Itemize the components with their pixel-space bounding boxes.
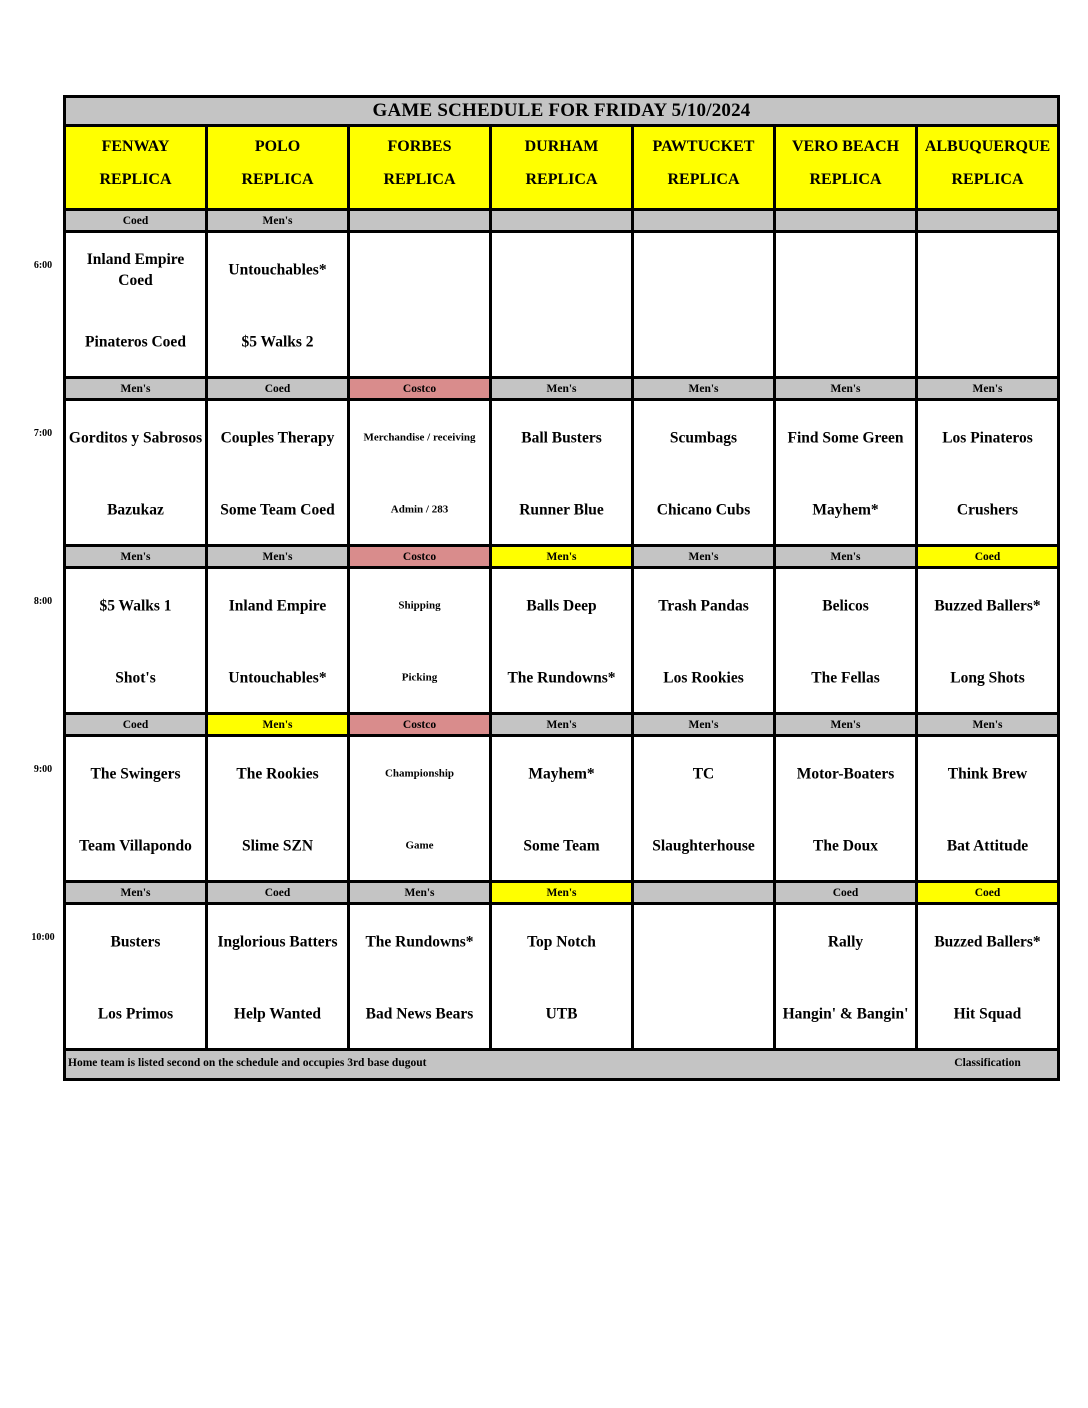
- game-cell: [208, 905, 350, 1048]
- game-cell: [776, 233, 918, 376]
- home-team: Shot's: [115, 669, 156, 687]
- classification-badge: Men's: [492, 547, 634, 566]
- away-team: Motor-Boaters: [796, 765, 895, 783]
- game-cell: [350, 905, 492, 1048]
- away-team: Merchandise / receiving: [363, 431, 476, 444]
- home-team: $5 Walks 2: [241, 333, 314, 351]
- home-team: Crushers: [956, 501, 1019, 519]
- field-name: PAWTUCKET: [652, 138, 755, 155]
- game-cell: [634, 401, 776, 544]
- away-team: Couples Therapy: [220, 429, 335, 447]
- classification-badge: Men's: [776, 547, 918, 566]
- classification-badge: Costco: [350, 715, 492, 734]
- classification-badge: Men's: [492, 715, 634, 734]
- field-header-row: [66, 127, 1057, 211]
- away-team: Find Some Green: [787, 429, 904, 447]
- field-name: DURHAM: [524, 138, 599, 155]
- time-label: 6:00: [33, 260, 53, 271]
- away-team: Inland Empire Coed: [86, 251, 185, 289]
- classification-badge: [918, 211, 1057, 230]
- time-label: 7:00: [33, 428, 53, 439]
- time-slot-row: [66, 905, 1057, 1051]
- home-team: UTB: [545, 1005, 578, 1023]
- home-team: Chicano Cubs: [656, 501, 751, 519]
- classification-badge: Coed: [66, 211, 208, 230]
- home-team: Slime SZN: [241, 837, 314, 855]
- home-team: The Doux: [812, 837, 879, 855]
- home-team: Pinateros Coed: [85, 333, 186, 351]
- time-label: 10:00: [31, 932, 55, 943]
- field-header: [492, 127, 634, 208]
- schedule-footer: [66, 1051, 1057, 1078]
- field-header: [208, 127, 350, 208]
- time-slot-row: [66, 737, 1057, 883]
- game-cell: [492, 401, 634, 544]
- classification-row: [66, 883, 1057, 905]
- classification-badge: Coed: [208, 883, 350, 902]
- game-cell: [208, 401, 350, 544]
- away-team: The Rundowns*: [365, 933, 474, 951]
- classification-badge: Men's: [208, 547, 350, 566]
- game-cell: [66, 569, 208, 712]
- game-cell: [208, 737, 350, 880]
- classification-badge: [776, 211, 918, 230]
- classification-badge: Men's: [66, 883, 208, 902]
- home-team: Some Team: [523, 837, 600, 855]
- field-subtitle: REPLICA: [241, 171, 314, 188]
- game-cell: [918, 233, 1057, 376]
- game-cell: [918, 569, 1057, 712]
- field-subtitle: REPLICA: [809, 171, 882, 188]
- classification-badge: Men's: [776, 715, 918, 734]
- away-team: $5 Walks 1: [99, 597, 172, 615]
- classification-badge: Coed: [918, 547, 1057, 566]
- home-team: Long Shots: [950, 669, 1025, 687]
- classification-row: [66, 379, 1057, 401]
- away-team: Championship: [384, 767, 455, 780]
- classification-badge: [350, 211, 492, 230]
- home-team: Runner Blue: [519, 501, 604, 519]
- classification-badge: Coed: [776, 883, 918, 902]
- classification-badge: Men's: [350, 883, 492, 902]
- classification-badge: Coed: [918, 883, 1057, 902]
- field-subtitle: REPLICA: [383, 171, 456, 188]
- away-team: Busters: [110, 933, 161, 951]
- game-cell: [492, 569, 634, 712]
- home-team: Hangin' & Bangin': [782, 1005, 909, 1023]
- classification-badge: Men's: [66, 547, 208, 566]
- classification-row: [66, 547, 1057, 569]
- home-team: Some Team Coed: [220, 501, 335, 519]
- classification-row: [66, 715, 1057, 737]
- game-cell: [918, 905, 1057, 1048]
- classification-badge: Costco: [350, 379, 492, 398]
- classification-badge: Men's: [492, 883, 634, 902]
- away-team: Think Brew: [947, 765, 1028, 783]
- time-label: 8:00: [33, 596, 53, 607]
- classification-badge: Men's: [66, 379, 208, 398]
- away-team: TC: [692, 765, 715, 783]
- field-subtitle: REPLICA: [99, 171, 172, 188]
- field-name: FORBES: [387, 138, 452, 155]
- field-header: [634, 127, 776, 208]
- away-team: Gorditos y Sabrosos: [68, 429, 203, 447]
- away-team: Buzzed Ballers*: [934, 597, 1041, 615]
- home-team: Game: [405, 839, 434, 852]
- schedule-table: [63, 95, 1060, 1081]
- game-cell: [634, 233, 776, 376]
- classification-badge: Men's: [634, 547, 776, 566]
- home-team: Slaughterhouse: [652, 837, 755, 855]
- home-team: Los Rookies: [663, 669, 744, 687]
- time-label: 9:00: [33, 764, 53, 775]
- game-cell: [492, 905, 634, 1048]
- home-team: Bad News Bears: [365, 1005, 474, 1023]
- away-team: Top Notch: [527, 933, 596, 951]
- classification-badge: Men's: [634, 379, 776, 398]
- away-team: Rally: [827, 933, 864, 951]
- field-header: [66, 127, 208, 208]
- classification-badge: [634, 883, 776, 902]
- game-cell: [66, 233, 208, 376]
- home-team: Picking: [401, 671, 438, 684]
- game-cell: [492, 233, 634, 376]
- classification-badge: Men's: [918, 715, 1057, 734]
- classification-badge: Men's: [492, 379, 634, 398]
- field-name: POLO: [254, 138, 301, 155]
- home-team: Mayhem*: [812, 501, 879, 519]
- home-team: Hit Squad: [953, 1005, 1022, 1023]
- classification-badge: [634, 211, 776, 230]
- field-name: VERO BEACH: [791, 138, 900, 155]
- game-cell: [634, 737, 776, 880]
- home-team: The Rundowns*: [507, 669, 616, 687]
- game-cell: [776, 737, 918, 880]
- game-cell: [208, 233, 350, 376]
- away-team: Inglorious Batters: [217, 933, 338, 951]
- away-team: Untouchables*: [228, 261, 327, 279]
- field-header: [776, 127, 918, 208]
- game-cell: [634, 569, 776, 712]
- game-cell: [492, 737, 634, 880]
- schedule-title: GAME SCHEDULE FOR FRIDAY 5/10/2024: [66, 98, 1057, 127]
- time-slot-row: [66, 569, 1057, 715]
- game-cell: [918, 737, 1057, 880]
- field-header: [918, 127, 1057, 208]
- classification-badge: Men's: [208, 715, 350, 734]
- home-team: Los Primos: [97, 1005, 174, 1023]
- classification-legend: Classification: [954, 1057, 1021, 1069]
- away-team: Belicos: [822, 597, 869, 615]
- game-cell: [350, 401, 492, 544]
- away-team: Trash Pandas: [658, 597, 749, 615]
- away-team: Buzzed Ballers*: [934, 933, 1041, 951]
- home-team: Admin / 283: [390, 503, 449, 516]
- game-cell: [776, 401, 918, 544]
- home-team: The Fellas: [811, 669, 880, 687]
- footer-note: Home team is listed second on the schedule and occupies 3rd base dugout: [68, 1057, 427, 1069]
- away-team: The Rookies: [236, 765, 319, 783]
- game-cell: [208, 569, 350, 712]
- away-team: Balls Deep: [526, 597, 597, 615]
- away-team: Ball Busters: [521, 429, 602, 447]
- field-name: ALBUQUERQUE: [924, 138, 1051, 155]
- game-cell: [776, 569, 918, 712]
- field-subtitle: REPLICA: [667, 171, 740, 188]
- away-team: Inland Empire: [228, 597, 327, 615]
- game-cell: [776, 905, 918, 1048]
- classification-badge: Men's: [634, 715, 776, 734]
- home-team: Bazukaz: [107, 501, 164, 519]
- time-slot-row: [66, 401, 1057, 547]
- time-slot-row: [66, 233, 1057, 379]
- home-team: Help Wanted: [233, 1005, 322, 1023]
- classification-badge: [492, 211, 634, 230]
- game-cell: [66, 401, 208, 544]
- game-cell: [918, 401, 1057, 544]
- field-header: [350, 127, 492, 208]
- away-team: Mayhem*: [528, 765, 595, 783]
- home-team: Bat Attitude: [946, 837, 1029, 855]
- classification-badge: Coed: [66, 715, 208, 734]
- game-cell: [350, 737, 492, 880]
- away-team: Shipping: [398, 599, 441, 612]
- away-team: The Swingers: [90, 765, 181, 783]
- classification-badge: Men's: [918, 379, 1057, 398]
- game-cell: [66, 737, 208, 880]
- home-team: Team Villapondo: [79, 837, 192, 855]
- home-team: Untouchables*: [228, 669, 327, 687]
- game-cell: [350, 233, 492, 376]
- classification-badge: Costco: [350, 547, 492, 566]
- game-cell: [66, 905, 208, 1048]
- classification-badge: Coed: [208, 379, 350, 398]
- away-team: Los Pinateros: [942, 429, 1033, 447]
- game-cell: [634, 905, 776, 1048]
- classification-row: [66, 211, 1057, 233]
- field-name: FENWAY: [101, 138, 170, 155]
- classification-badge: Men's: [776, 379, 918, 398]
- field-subtitle: REPLICA: [951, 171, 1024, 188]
- away-team: Scumbags: [669, 429, 738, 447]
- game-cell: [350, 569, 492, 712]
- field-subtitle: REPLICA: [525, 171, 598, 188]
- classification-badge: Men's: [208, 211, 350, 230]
